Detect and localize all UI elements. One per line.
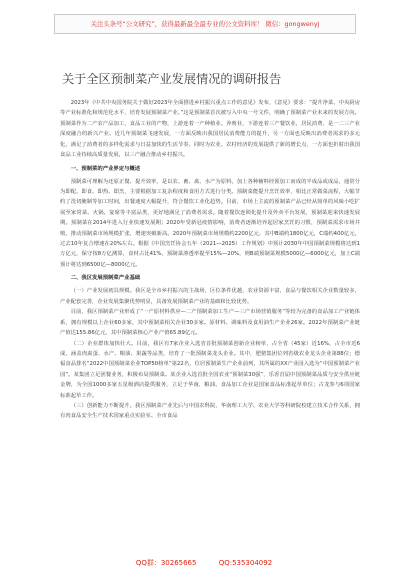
footer-contact [0, 558, 408, 568]
body-paragraph: 预制菜可理解为还原正餐、提升效率，是以农、畜、禽、水产为原料，加上各种辅料经预加工而成的半成品或成品，通常分为即配、即食、即热、即烹，主要根据加工复杂程度和食用方式进行分类。预制菜能提升烹饪效率，相比正常做菜流程，大幅节约了洗切腌制等加工时间，出餐速度大幅提升，符合餐饮工业化趋势。目前，市场上主流的预制菜产品已经从简单的风味小吃扩展至家常菜、火锅、宴席等丰富品类，更好地满足了消费者需求。随着餐饮连锁化提升及外卖平台发展，预制菜迎来快速发展期。预制菜在2014年进入行业快速发展期；2020年受新冠疫情影响，消费者逐渐培养起居家烹饪的习惯，预制菜需求市场井喷，推动预制菜市场规模扩张，增速突破新高。2020年预制菜市场规模约2200亿元，其中B端约1800亿元，C端约400亿元，过去10年复合增速在20%左右。根据《中国烹饪协会五年（2021—2025）工作规划》中预计2030年中国预制菜规模将达到1万亿元，保守按8万亿测算，食材占比41%，预制菜渗透率提至15%—20%，则B端预制菜规模5000亿—6000亿元，加上C端预计将达到6500亿—8000亿元。 [60, 178, 360, 268]
body-paragraph: 目前，我区预制菜产业形成了“一产原材料供应—二产预制菜加工生产—三产市场营销服务”等较为完备的食品加工产业链体系，拥有规模以上企业60多家，其中预制菜相关企业30多家。原材料、调味料及食用油生产企业26家。2022年预制菜产业链产值达155.86亿元，其中预制菜核心产业产值65.89亿元。 [60, 309, 360, 337]
section-heading: 二、我区发展预制菜产业基础 [70, 275, 141, 282]
body-paragraph: （一）产业发展初具规模。我区是全市乡村振兴的主战场，区位条件优越，农业资源丰富，食品与餐饮相关企业数量较多，产业配套完善，企业发展集聚优势明显，具备发展预制菜产业的基础和比较优势。 [60, 288, 360, 305]
section-heading: 一、预制菜的产业界定与概述 [70, 165, 141, 172]
footer-qq: QQ:535304092 [218, 559, 273, 567]
body-paragraph: （二）企业群体加快壮大。目前，我区有7家企业入选省首批预制菜创新企业榜单，占全省（45家）近16%，占全市近6成，涵盖肉禽蛋、水产、粮油、果蔬等品类，培育了一批预制菜龙头企业。其中，肥猪集团位列省级农业龙头企业第88位；德福食品排名“2022中国预制菜企业TOP50榜单”第22名，位居预制菜生产企业前列，其所属的XX产业园入选为“中国预制菜产业园”。某集团立足团餐业务，积极布局预制菜。某企业入选首批全国农业“预制菜30强”，乐香首届中国预制菜品质与安全供应链金牌，为全国1000多家五星级酒店提供服务，立足于华南，粮油、食品加工企业是国家食品标准起草单位；古龙参与6项国家标准起草工作。 [60, 340, 360, 399]
document-body [60, 98, 360, 422]
promo-banner [54, 14, 356, 34]
promo-banner-text: 关注头条号“公文研究”，获得最新最全最专业的公文资料库！ 微信：gongwenyj [90, 20, 320, 28]
body-paragraph: （三）创新能力不断提升。我区预制菜产业先后与中国农科院、华南理工大学、农业大学等科研院校建立技术合作关系，拥有肉食品安全生产技术国家重点实验室、全市食品 [60, 402, 360, 420]
body-paragraph: 2023年《中共中央国务院关于做好2023年全面推进乡村振兴重点工作的意见》发布，《意见》要求：“提升净菜、中央厨房等产业标准化和规范化水平，培育发展预制菜产业。”这是预制菜首次被写入中央一号文件，明确了预制菜产业未来的发展方向。预制菜作为二产农产品加工，食品工业的产物，上游连着一产种植业、养殖业，下游连着三产餐饮业，居民消费，是一二三产业深度融合的新兴产业。近几年预制菜飞速发展，一方面反映出我国居民消费能力的提升，另一方面也反映出消费者需求的多元化，满足了消费者的多样化需求与日益加快的生活节奏，同时为农业、农村经济的发展提供了新的增长点，一方面也折射出我国食品工业持续高质量发展，以三产融合推动乡村振兴。 [60, 100, 360, 159]
footer-qq-group: QQ群：30265665 [135, 559, 197, 567]
document-title: 关于全区预制菜产业发展情况的调研报告 [62, 72, 282, 86]
